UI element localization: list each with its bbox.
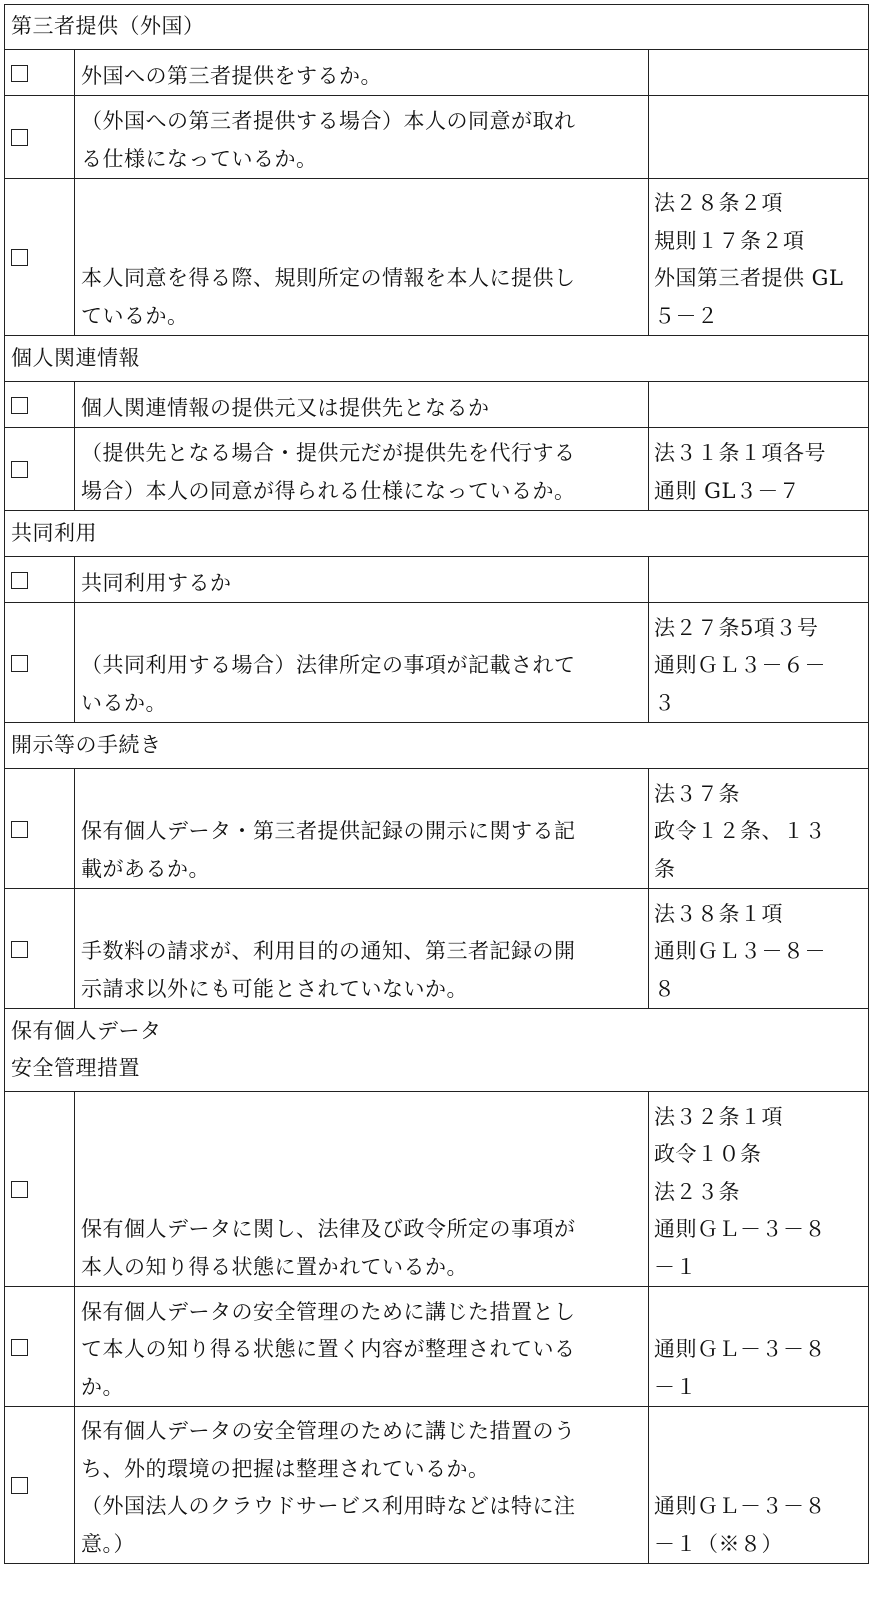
- legal-reference-line: 法３２条１項: [654, 1104, 783, 1129]
- legal-reference-cell: [649, 1407, 869, 1564]
- checkbox-cell: [5, 1407, 75, 1564]
- checkbox-cell: [5, 1092, 75, 1287]
- checkbox-cell: [5, 50, 75, 96]
- question-text-line: ているか。: [81, 303, 189, 328]
- legal-reference-line: ３: [654, 690, 676, 715]
- section-title: 個人関連情報: [5, 336, 869, 382]
- question-cell: [75, 96, 649, 179]
- question-text-line: （共同利用する場合）法律所定の事項が記載されて: [81, 653, 576, 677]
- legal-reference-cell: [649, 889, 869, 1009]
- legal-reference-line: 通則ＧＬ３－６－: [654, 653, 826, 677]
- legal-reference-line: 通則ＧＬ－３－８: [654, 1337, 826, 1361]
- section-header-row: [5, 511, 869, 557]
- legal-reference-cell: [649, 769, 869, 889]
- section-header-row: [5, 336, 869, 382]
- question-text-line: 本人同意を得る際、規則所定の情報を本人に提供し: [81, 266, 576, 290]
- checklist-row: [5, 96, 869, 179]
- question-text-line: 保有個人データの安全管理のために講じた措置のう: [81, 1419, 576, 1443]
- checklist-row: [5, 428, 869, 511]
- legal-reference-line: 外国第三者提供 GL: [654, 266, 844, 290]
- question-cell: [75, 50, 649, 96]
- checkbox[interactable]: [11, 655, 28, 672]
- legal-reference-line: 法３１条１項各号: [654, 441, 826, 465]
- legal-reference-line: ８: [654, 976, 676, 1001]
- question-cell: [75, 1092, 649, 1287]
- question-cell: [75, 889, 649, 1009]
- question-text-line: 本人の知り得る状態に置かれているか。: [81, 1254, 468, 1279]
- checklist-row: [5, 557, 869, 603]
- checklist-row: [5, 1287, 869, 1407]
- checkbox-cell: [5, 769, 75, 889]
- legal-reference-line: 通則ＧＬ－３－８: [654, 1494, 826, 1518]
- section-title: 開示等の手続き: [5, 723, 869, 769]
- checklist-row: [5, 179, 869, 336]
- section-header-row: [5, 1009, 869, 1092]
- checkbox[interactable]: [11, 397, 28, 414]
- question-text-line: て本人の知り得る状態に置く内容が整理されている: [81, 1337, 576, 1361]
- question-text-line: 載があるか。: [81, 856, 210, 881]
- legal-reference-cell: [649, 50, 869, 96]
- checkbox[interactable]: [11, 1181, 28, 1198]
- checkbox-cell: [5, 557, 75, 603]
- checkbox[interactable]: [11, 1339, 28, 1356]
- question-text-line: る仕様になっているか。: [81, 146, 318, 171]
- question-text-line: いるか。: [81, 690, 167, 715]
- question-text-line: 示請求以外にも可能とされていないか。: [81, 976, 468, 1001]
- checklist-row: [5, 889, 869, 1009]
- checkbox[interactable]: [11, 941, 28, 958]
- checklist-row: [5, 1407, 869, 1564]
- legal-reference-line: 通則ＧＬ－３－８: [654, 1217, 826, 1241]
- legal-reference-cell: [649, 96, 869, 179]
- checklist-row: [5, 50, 869, 96]
- question-text-line: か。: [81, 1374, 124, 1399]
- legal-reference-cell: [649, 428, 869, 511]
- question-cell: [75, 179, 649, 336]
- question-cell: [75, 382, 649, 428]
- question-text-line: 個人関連情報の提供元又は提供先となるか: [81, 395, 490, 420]
- question-text-line: 意。）: [81, 1531, 135, 1556]
- checkbox-cell: [5, 382, 75, 428]
- checklist-table: [4, 4, 869, 1564]
- question-text-line: 保有個人データに関し、法律及び政令所定の事項が: [81, 1217, 576, 1241]
- question-text-line: 保有個人データ・第三者提供記録の開示に関する記: [81, 819, 576, 843]
- question-cell: [75, 769, 649, 889]
- checklist-row: [5, 382, 869, 428]
- section-title: 共同利用: [5, 511, 869, 557]
- question-cell: [75, 428, 649, 511]
- question-cell: [75, 1407, 649, 1564]
- question-text-line: 場合）本人の同意が得られる仕様になっているか。: [81, 478, 576, 503]
- legal-reference-line: 通則ＧＬ３－８－: [654, 939, 826, 963]
- checklist-row: [5, 769, 869, 889]
- legal-reference-line: 政令１０条: [654, 1142, 762, 1166]
- legal-reference-line: ５－２: [654, 303, 719, 328]
- question-cell: [75, 1287, 649, 1407]
- checkbox-cell: [5, 889, 75, 1009]
- checkbox-cell: [5, 96, 75, 179]
- question-cell: [75, 603, 649, 723]
- legal-reference-cell: [649, 179, 869, 336]
- legal-reference-line: 政令１２条、１３: [654, 819, 826, 843]
- legal-reference-cell: [649, 382, 869, 428]
- legal-reference-line: 法２３条: [654, 1179, 740, 1204]
- checkbox[interactable]: [11, 572, 28, 589]
- section-title: 第三者提供（外国）: [5, 5, 869, 50]
- checkbox[interactable]: [11, 65, 28, 82]
- legal-reference-line: 規則１７条２項: [654, 228, 805, 253]
- question-text-line: 手数料の請求が、利用目的の通知、第三者記録の開: [81, 939, 576, 963]
- section-header-row: [5, 723, 869, 769]
- checklist-row: [5, 603, 869, 723]
- section-header-row: [5, 5, 869, 50]
- legal-reference-cell: [649, 1287, 869, 1407]
- legal-reference-cell: [649, 557, 869, 603]
- checkbox[interactable]: [11, 461, 28, 478]
- checkbox-cell: [5, 428, 75, 511]
- legal-reference-cell: [649, 603, 869, 723]
- checklist-body: [5, 5, 869, 1564]
- question-text-line: 共同利用するか: [81, 570, 232, 595]
- question-cell: [75, 557, 649, 603]
- legal-reference-line: 法２７条5項３号: [654, 615, 819, 640]
- checkbox[interactable]: [11, 821, 28, 838]
- checkbox[interactable]: [11, 1477, 28, 1494]
- legal-reference-line: 通則 GL３－７: [654, 478, 801, 503]
- checkbox[interactable]: [11, 249, 28, 266]
- legal-reference-line: －１（※８）: [654, 1531, 783, 1556]
- checkbox-cell: [5, 179, 75, 336]
- question-text-line: （提供先となる場合・提供元だが提供先を代行する: [81, 441, 576, 465]
- checkbox-cell: [5, 603, 75, 723]
- question-text-line: （外国への第三者提供する場合）本人の同意が取れ: [81, 109, 576, 133]
- legal-reference-line: －１: [654, 1254, 697, 1279]
- question-text-line: ち、外的環境の把握は整理されているか。: [81, 1456, 490, 1481]
- legal-reference-line: －１: [654, 1374, 697, 1399]
- checklist-row: [5, 1092, 869, 1287]
- question-text-line: 保有個人データの安全管理のために講じた措置とし: [81, 1299, 576, 1324]
- legal-reference-line: 法２８条２項: [654, 191, 783, 215]
- question-text-line: （外国法人のクラウドサービス利用時などは特に注: [81, 1494, 576, 1518]
- section-title: 保有個人データ 安全管理措置: [5, 1009, 869, 1092]
- checkbox[interactable]: [11, 129, 28, 146]
- question-text-line: 外国への第三者提供をするか。: [81, 63, 382, 88]
- legal-reference-line: 条: [654, 856, 676, 881]
- legal-reference-cell: [649, 1092, 869, 1287]
- checkbox-cell: [5, 1287, 75, 1407]
- legal-reference-line: 法３７条: [654, 781, 740, 806]
- legal-reference-line: 法３８条１項: [654, 901, 783, 926]
